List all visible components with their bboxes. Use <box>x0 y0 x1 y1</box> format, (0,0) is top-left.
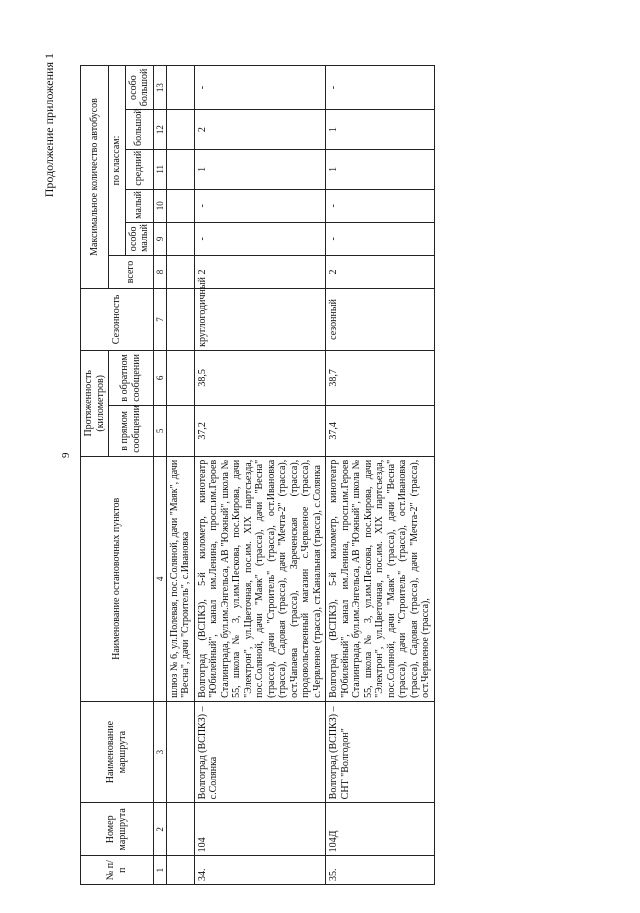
continuation-stops: шлюз № 6, ул.Полевая, пос.Соляной, дачи "Маяк", дачи "Весна", дачи "Строитель", с.Ивановка <box>166 456 194 701</box>
col-number: 11 <box>153 149 166 189</box>
row-season: круглогодичный <box>194 289 326 351</box>
header-stops: Наименование остановочных пунктов <box>81 456 154 701</box>
col-number: 8 <box>153 255 166 288</box>
row-medium: 1 <box>194 149 326 189</box>
row-route-num: 104Д <box>326 803 435 856</box>
row-small: - <box>194 189 326 222</box>
table-row <box>194 66 326 885</box>
row-forward: 37,4 <box>326 406 435 457</box>
header-route-num: Номер маршрута <box>81 803 154 856</box>
row-num: 35. <box>326 856 435 885</box>
row-extra-small: - <box>326 222 435 255</box>
header-num: № п/п <box>81 856 154 885</box>
header-small: малый <box>125 189 153 222</box>
row-route-num: 104 <box>194 803 326 856</box>
table-row <box>326 66 435 885</box>
col-number: 2 <box>153 803 166 856</box>
col-number: 12 <box>153 110 166 150</box>
row-forward: 37,2 <box>194 406 326 457</box>
row-stops: Волгоград (ВСПКЗ), 5-й километр, кинотеатр "Юбилейный", канал им.Ленина, просп.им.Героев Сталинграда, бул.им.Энгельса, АВ "Южный", школа № 55, школа № 3, ул.им.Пескова, пос.Кирова, дачи "Электрон", ул.Цветочная, пос.им. XIX партсъезда, пос.Соляной, дачи "Маяк" (трасса), дачи "Весна" (трасса), дачи "Строитель" (трасса), ост.Ивановка (трасса), Садовая (трасса), дачи "Мечта-2" (трасса), ост.Чапаева (трасса), Зареченская (трасса), продовольственный магазин с.Червленое (трасса), с.Червленое (трасса), ст.Канальная (трасса), с.Солянка <box>194 456 326 701</box>
appendix-label: Продолжение приложения 1 <box>42 53 56 198</box>
row-large: 1 <box>326 110 435 150</box>
header-season: Сезонность <box>81 289 154 351</box>
header-row-1 <box>81 66 109 885</box>
col-number: 7 <box>153 289 166 351</box>
header-max-buses: Максимальное количество автобусов <box>81 66 109 289</box>
routes-table <box>80 65 435 885</box>
col-number: 9 <box>153 222 166 255</box>
header-extra-small: особо малый <box>125 222 153 255</box>
header-medium: средний <box>125 149 153 189</box>
row-season: сезонный <box>326 289 435 351</box>
rotated-page <box>42 35 578 885</box>
row-backward: 38,5 <box>194 350 326 405</box>
row-route-name: Волгоград (ВСПКЗ) – СНТ "Волгодон" <box>326 701 435 803</box>
row-extra-large: - <box>326 66 435 110</box>
col-number: 10 <box>153 189 166 222</box>
row-medium: 1 <box>326 149 435 189</box>
column-number-row <box>153 66 166 885</box>
col-number: 13 <box>153 66 166 110</box>
header-route-name: Наименование маршрута <box>81 701 154 803</box>
col-number: 1 <box>153 856 166 885</box>
row-total: 2 <box>326 255 435 288</box>
row-extra-large: - <box>194 66 326 110</box>
header-extra-large: особо большой <box>125 66 153 110</box>
header-forward: в прямом сообщении <box>109 406 154 457</box>
row-small: - <box>326 189 435 222</box>
page-number: 9 <box>60 452 72 458</box>
header-length: Протяженность (километров) <box>81 350 109 456</box>
row-large: 2 <box>194 110 326 150</box>
col-number: 4 <box>153 456 166 701</box>
col-number: 5 <box>153 406 166 457</box>
row-stops: Волгоград (ВСПКЗ), 5-й километр, кинотеатр "Юбилейный", канал им.Ленина, просп.им.Героев Сталинграда, бул.им.Энгельса, АВ "Южный", школа № 55, школа № 3, ул.им.Пескова, пос.Кирова, дачи "Электрон", ул.Цветочная, пос.им. XIX партсъезда, пос.Соляной, дачи "Маяк" (трасса), дачи "Весна" (трасса), дачи "Строитель" (трасса), ост.Ивановка (трасса), Садовая (трасса), дачи "Мечта-2" (трасса), ост.Червленое (трасса), <box>326 456 435 701</box>
continuation-row <box>166 66 194 885</box>
row-num: 34. <box>194 856 326 885</box>
row-extra-small: - <box>194 222 326 255</box>
col-number: 6 <box>153 350 166 405</box>
header-total: всего <box>109 255 154 288</box>
col-number: 3 <box>153 701 166 803</box>
row-route-name: Волгоград (ВСПКЗ) – с.Солянка <box>194 701 326 803</box>
header-by-class: по классам: <box>109 66 126 256</box>
row-backward: 38,7 <box>326 350 435 405</box>
header-backward: в обратном сообщении <box>109 350 154 405</box>
row-total: 2 <box>194 255 326 288</box>
header-large: большой <box>125 110 153 150</box>
